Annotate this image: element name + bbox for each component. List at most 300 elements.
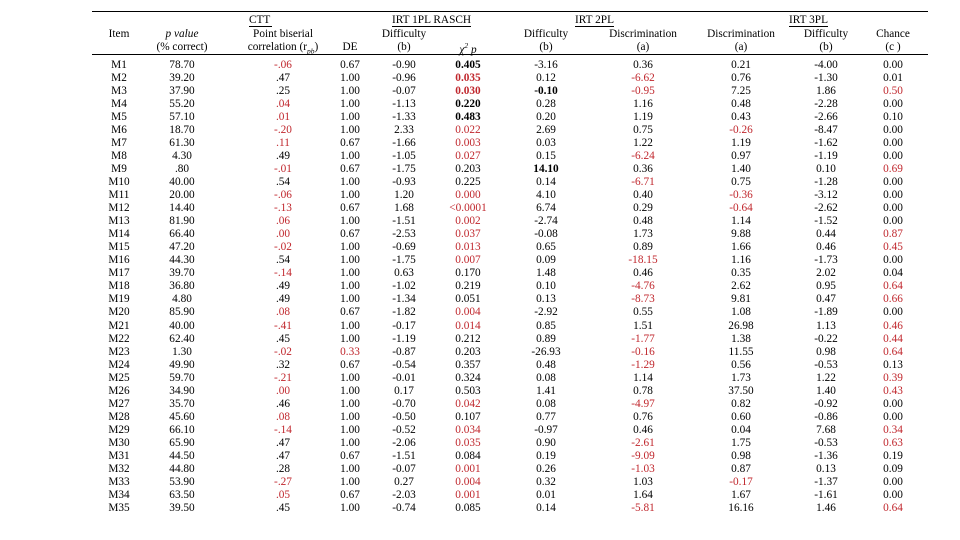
cell-2pl-difficulty: 0.03 [536, 136, 556, 149]
cell-rasch-difficulty: -0.96 [392, 71, 416, 84]
header-item: Item [108, 28, 130, 40]
cell-item: M18 [108, 280, 130, 293]
cell-rasch-difficulty: 2.33 [394, 123, 414, 136]
cell-3pl-difficulty: 0.95 [816, 280, 836, 293]
cell-item: M33 [108, 476, 130, 489]
cell-p-value: 18.70 [169, 123, 195, 136]
cell-3pl-difficulty: 1.46 [816, 502, 836, 515]
cell-3pl-difficulty: 0.46 [816, 241, 836, 254]
cell-chance: 0.66 [883, 293, 903, 306]
cell-rasch-difficulty: -0.52 [392, 423, 416, 436]
cell-3pl-difficulty: -8.47 [814, 123, 838, 136]
cell-de: 1.00 [340, 463, 360, 476]
cell-3pl-discrimination: 2.62 [731, 280, 751, 293]
cell-item: M10 [108, 175, 130, 188]
cell-chance: 0.63 [883, 436, 903, 449]
cell-point-biserial: .28 [275, 463, 291, 476]
cell-item: M16 [108, 254, 130, 267]
cell-2pl-discrimination: 1.03 [633, 476, 653, 489]
cell-chi-square-p: 0.035 [455, 436, 481, 449]
cell-chance: 0.19 [883, 450, 903, 462]
cell-2pl-discrimination: 0.76 [633, 410, 653, 423]
cell-de: 1.00 [340, 410, 360, 423]
cell-2pl-difficulty: 0.77 [536, 410, 556, 423]
cell-de: 1.00 [340, 97, 360, 110]
cell-rasch-difficulty: -0.74 [392, 502, 416, 515]
cell-2pl-discrimination: 0.29 [633, 202, 653, 215]
table-header-rule [92, 54, 928, 55]
cell-de: 1.00 [340, 267, 360, 280]
cell-p-value: 78.70 [169, 58, 195, 71]
cell-2pl-discrimination: -5.81 [631, 502, 655, 515]
cell-point-biserial: .49 [275, 293, 291, 306]
cell-chi-square-p: 0.030 [455, 84, 481, 97]
cell-de: 1.00 [340, 502, 360, 515]
cell-point-biserial: .04 [275, 97, 291, 110]
cell-rasch-difficulty: -0.93 [392, 175, 416, 188]
cell-2pl-difficulty: 0.08 [536, 397, 556, 410]
cell-p-value: 34.90 [169, 384, 195, 397]
header-2pl-discrimination: Discrimination [609, 28, 677, 40]
cell-chi-square-p: 0.225 [455, 175, 481, 188]
cell-3pl-discrimination: 1.40 [731, 162, 751, 175]
cell-item: M2 [111, 71, 127, 84]
cell-point-biserial: -.02 [274, 241, 292, 254]
cell-point-biserial: -.13 [274, 202, 292, 215]
cell-3pl-discrimination: 1.73 [731, 371, 751, 384]
cell-p-value: 45.60 [169, 410, 195, 423]
cell-3pl-difficulty: 2.02 [816, 267, 836, 280]
cell-chance: 0.00 [883, 58, 903, 71]
cell-item: M25 [108, 371, 130, 384]
cell-3pl-difficulty: -1.37 [814, 476, 838, 489]
cell-point-biserial: .47 [275, 436, 291, 449]
cell-2pl-discrimination: -1.77 [631, 332, 655, 345]
cell-3pl-difficulty: -4.00 [814, 58, 838, 71]
cell-rasch-difficulty: 1.68 [394, 202, 414, 215]
cell-item: M1 [111, 58, 127, 71]
cell-p-value: 62.40 [169, 332, 195, 345]
cell-2pl-discrimination: 0.36 [633, 162, 653, 175]
cell-2pl-discrimination: 1.73 [633, 228, 653, 241]
cell-3pl-difficulty: -2.62 [814, 202, 838, 215]
cell-p-value: 81.90 [169, 215, 195, 228]
cell-2pl-difficulty: 0.09 [536, 254, 556, 267]
header-chance-sub: (c ) [885, 41, 901, 53]
cell-chi-square-p: <0.0001 [449, 202, 487, 215]
cell-3pl-difficulty: -0.86 [814, 410, 838, 423]
cell-3pl-discrimination: 1.14 [731, 215, 751, 228]
cell-rasch-difficulty: -0.07 [392, 84, 416, 97]
cell-chance: 0.45 [883, 241, 903, 254]
cell-3pl-difficulty: -1.61 [814, 489, 838, 502]
cell-de: 0.67 [340, 136, 360, 149]
cell-2pl-difficulty: -3.16 [534, 58, 558, 71]
cell-p-value: 44.30 [169, 254, 195, 267]
cell-rasch-difficulty: -0.01 [392, 371, 416, 384]
cell-rasch-difficulty: -1.66 [392, 136, 416, 149]
cell-point-biserial: .08 [275, 306, 291, 319]
cell-2pl-difficulty: 0.14 [536, 175, 556, 188]
cell-point-biserial: .11 [276, 136, 290, 149]
cell-2pl-discrimination: -4.97 [631, 397, 655, 410]
cell-chance: 0.50 [883, 84, 903, 97]
cell-item: M26 [108, 384, 130, 397]
cell-point-biserial: .32 [275, 358, 291, 371]
cell-p-value: .80 [174, 162, 190, 175]
cell-de: 0.67 [340, 358, 360, 371]
cell-item: M14 [108, 228, 130, 241]
cell-rasch-difficulty: -0.90 [392, 58, 416, 71]
cell-chi-square-p: 0.084 [455, 450, 481, 462]
cell-p-value: 39.70 [169, 267, 195, 280]
header-point-biserial-sub: correlation $(r_{pb})$ [247, 41, 319, 56]
cell-2pl-discrimination: -0.16 [631, 345, 655, 358]
cell-2pl-discrimination: -9.09 [631, 450, 655, 462]
cell-3pl-discrimination: 0.76 [731, 71, 751, 84]
cell-chance: 0.46 [883, 319, 903, 332]
cell-3pl-discrimination: 9.81 [731, 293, 751, 306]
cell-2pl-discrimination: 1.51 [633, 319, 653, 332]
cell-2pl-discrimination: 0.46 [633, 423, 653, 436]
cell-3pl-discrimination: 1.08 [731, 306, 751, 319]
cell-de: 0.67 [340, 450, 360, 462]
cell-de: 1.00 [340, 371, 360, 384]
cell-2pl-difficulty: 0.20 [536, 110, 556, 123]
cell-3pl-discrimination: 0.56 [731, 358, 751, 371]
cell-point-biserial: .08 [275, 410, 291, 423]
cell-rasch-difficulty: -1.13 [392, 97, 416, 110]
cell-3pl-difficulty: -2.28 [814, 97, 838, 110]
cell-2pl-discrimination: -6.62 [631, 71, 655, 84]
cell-de: 1.00 [340, 319, 360, 332]
cell-item: M32 [108, 463, 130, 476]
table-top-rule [92, 11, 928, 12]
cell-de: 0.67 [340, 58, 360, 71]
cell-item: M27 [108, 397, 130, 410]
cell-item: M8 [111, 149, 127, 162]
header-chance: Chance [876, 28, 910, 40]
cell-3pl-discrimination: 0.75 [731, 175, 751, 188]
cell-rasch-difficulty: -1.51 [392, 215, 416, 228]
cell-2pl-discrimination: 0.40 [633, 189, 653, 201]
cell-point-biserial: .00 [275, 228, 291, 241]
cell-p-value: 14.40 [169, 202, 195, 215]
cell-rasch-difficulty: -0.69 [392, 241, 416, 254]
cell-3pl-discrimination: -0.64 [729, 202, 753, 215]
cell-2pl-difficulty: 0.01 [536, 489, 556, 502]
cell-chance: 0.00 [883, 306, 903, 319]
cell-point-biserial: .06 [275, 215, 291, 228]
cell-de: 0.33 [340, 345, 360, 358]
cell-chance: 0.00 [883, 410, 903, 423]
cell-chi-square-p: 0.483 [455, 110, 481, 123]
cell-3pl-difficulty: 0.10 [816, 162, 836, 175]
cell-point-biserial: .49 [275, 149, 291, 162]
cell-de: 1.00 [340, 332, 360, 345]
cell-3pl-discrimination: 0.43 [731, 110, 751, 123]
cell-chance: 0.13 [883, 358, 903, 371]
cell-2pl-discrimination: 0.75 [633, 123, 653, 136]
group-irt-1pl: IRT 1PL RASCH [392, 14, 472, 26]
cell-2pl-difficulty: 0.19 [536, 450, 556, 462]
cell-3pl-difficulty: -1.19 [814, 149, 838, 162]
cell-p-value: 57.10 [169, 110, 195, 123]
cell-2pl-difficulty: 14.10 [533, 162, 559, 175]
cell-point-biserial: -.27 [274, 476, 292, 489]
cell-p-value: 59.70 [169, 371, 195, 384]
cell-point-biserial: .45 [275, 332, 291, 345]
cell-3pl-difficulty: -1.73 [814, 254, 838, 267]
cell-chi-square-p: 0.220 [455, 97, 481, 110]
cell-3pl-difficulty: -1.30 [814, 71, 838, 84]
cell-p-value: 66.10 [169, 423, 195, 436]
cell-3pl-discrimination: 0.97 [731, 149, 751, 162]
header-3pl-discrimination-sub: (a) [734, 41, 748, 53]
cell-item: M29 [108, 423, 130, 436]
cell-chance: 0.01 [883, 71, 903, 84]
cell-p-value: 37.90 [169, 84, 195, 97]
group-irt-2pl: IRT 2PL [575, 14, 614, 26]
cell-rasch-difficulty: -0.70 [392, 397, 416, 410]
cell-chance: 0.64 [883, 280, 903, 293]
header-chi-square-p: $\chi^2$ p [459, 41, 477, 56]
cell-2pl-difficulty: 0.12 [536, 71, 556, 84]
cell-2pl-discrimination: -2.61 [631, 436, 655, 449]
header-1pl-difficulty-sub: (b) [397, 41, 411, 53]
cell-3pl-discrimination: 26.98 [728, 319, 754, 332]
cell-3pl-difficulty: 7.68 [816, 423, 836, 436]
cell-2pl-difficulty: 0.26 [536, 463, 556, 476]
cell-3pl-discrimination: 0.87 [731, 463, 751, 476]
cell-item: M7 [111, 136, 127, 149]
cell-chi-square-p: 0.219 [455, 280, 481, 293]
cell-2pl-difficulty: 0.14 [536, 502, 556, 515]
cell-de: 1.00 [340, 123, 360, 136]
cell-item: M35 [108, 502, 130, 515]
cell-3pl-discrimination: -0.26 [729, 123, 753, 136]
cell-2pl-difficulty: 0.48 [536, 358, 556, 371]
cell-chance: 0.00 [883, 175, 903, 188]
cell-3pl-difficulty: 1.40 [816, 384, 836, 397]
cell-3pl-discrimination: 1.75 [731, 436, 751, 449]
cell-3pl-discrimination: 0.04 [731, 423, 751, 436]
cell-chi-square-p: 0.212 [455, 332, 481, 345]
cell-3pl-difficulty: 1.22 [816, 371, 836, 384]
cell-2pl-difficulty: -0.10 [534, 84, 558, 97]
cell-chance: 0.00 [883, 189, 903, 201]
cell-rasch-difficulty: -0.07 [392, 463, 416, 476]
cell-chi-square-p: 0.004 [455, 306, 481, 319]
cell-3pl-difficulty: -3.12 [814, 189, 838, 201]
cell-2pl-difficulty: 0.08 [536, 371, 556, 384]
cell-3pl-discrimination: 37.50 [728, 384, 754, 397]
cell-rasch-difficulty: -1.51 [392, 450, 416, 462]
cell-3pl-discrimination: 1.19 [731, 136, 751, 149]
cell-p-value: 44.80 [169, 463, 195, 476]
cell-3pl-difficulty: -0.92 [814, 397, 838, 410]
cell-point-biserial: -.14 [274, 267, 292, 280]
cell-chance: 0.00 [883, 476, 903, 489]
cell-p-value: 4.80 [172, 293, 192, 306]
header-2pl-difficulty-sub: (b) [539, 41, 553, 53]
cell-item: M9 [111, 162, 127, 175]
cell-de: 1.00 [340, 397, 360, 410]
cell-de: 0.67 [340, 306, 360, 319]
cell-item: M17 [108, 267, 130, 280]
cell-point-biserial: .45 [275, 502, 291, 515]
cell-p-value: 44.50 [169, 450, 195, 462]
cell-point-biserial: .46 [275, 397, 291, 410]
cell-de: 1.00 [340, 110, 360, 123]
cell-item: M13 [108, 215, 130, 228]
cell-2pl-discrimination: -8.73 [631, 293, 655, 306]
cell-3pl-discrimination: 0.48 [731, 97, 751, 110]
cell-p-value: 35.70 [169, 397, 195, 410]
cell-3pl-difficulty: -0.22 [814, 332, 838, 345]
cell-de: 0.67 [340, 228, 360, 241]
cell-2pl-discrimination: -6.24 [631, 149, 655, 162]
cell-de: 1.00 [340, 215, 360, 228]
cell-3pl-discrimination: 1.38 [731, 332, 751, 345]
cell-chi-square-p: 0.000 [455, 189, 481, 201]
cell-3pl-difficulty: 1.86 [816, 84, 836, 97]
cell-chance: 0.43 [883, 384, 903, 397]
header-1pl-difficulty: Difficulty [381, 28, 427, 40]
cell-item: M11 [108, 189, 130, 201]
cell-2pl-discrimination: -6.71 [631, 175, 655, 188]
cell-2pl-discrimination: -0.95 [631, 84, 655, 97]
cell-2pl-difficulty: 4.10 [536, 189, 556, 201]
cell-chance: 0.64 [883, 502, 903, 515]
cell-point-biserial: -.41 [274, 319, 292, 332]
cell-rasch-difficulty: -0.54 [392, 358, 416, 371]
cell-chance: 0.10 [883, 110, 903, 123]
cell-2pl-difficulty: 1.48 [536, 267, 556, 280]
cell-2pl-discrimination: -18.15 [628, 254, 658, 267]
header-2pl-discrimination-sub: (a) [636, 41, 650, 53]
cell-chance: 0.00 [883, 136, 903, 149]
cell-rasch-difficulty: -1.75 [392, 162, 416, 175]
cell-point-biserial: -.20 [274, 123, 292, 136]
cell-rasch-difficulty: -1.02 [392, 280, 416, 293]
cell-3pl-difficulty: 0.47 [816, 293, 836, 306]
cell-2pl-discrimination: -1.29 [631, 358, 655, 371]
cell-chi-square-p: 0.022 [455, 123, 481, 136]
cell-p-value: 53.90 [169, 476, 195, 489]
cell-chance: 0.64 [883, 345, 903, 358]
cell-rasch-difficulty: -1.82 [392, 306, 416, 319]
group-ctt: CTT [249, 14, 271, 26]
cell-item: M3 [111, 84, 127, 97]
cell-de: 1.00 [340, 280, 360, 293]
cell-point-biserial: -.02 [274, 345, 292, 358]
header-3pl-discrimination: Discrimination [707, 28, 775, 40]
cell-de: 1.00 [340, 189, 360, 201]
cell-item: M15 [108, 241, 130, 254]
cell-rasch-difficulty: 0.17 [394, 384, 414, 397]
cell-chance: 0.39 [883, 371, 903, 384]
cell-chi-square-p: 0.001 [455, 489, 481, 502]
cell-item: M31 [108, 450, 130, 462]
cell-rasch-difficulty: 0.63 [394, 267, 414, 280]
cell-3pl-discrimination: -0.17 [729, 476, 753, 489]
cell-2pl-difficulty: -0.97 [534, 423, 558, 436]
cell-chi-square-p: 0.001 [455, 463, 481, 476]
cell-de: 1.00 [340, 241, 360, 254]
cell-chance: 0.00 [883, 489, 903, 502]
cell-de: 1.00 [340, 436, 360, 449]
cell-de: 0.67 [340, 202, 360, 215]
cell-2pl-discrimination: 1.22 [633, 136, 653, 149]
cell-item: M19 [108, 293, 130, 306]
cell-item: M12 [108, 202, 130, 215]
cell-item: M22 [108, 332, 130, 345]
cell-chance: 0.87 [883, 228, 903, 241]
cell-3pl-difficulty: 0.44 [816, 228, 836, 241]
cell-rasch-difficulty: -1.33 [392, 110, 416, 123]
cell-rasch-difficulty: -1.34 [392, 293, 416, 306]
cell-3pl-discrimination: 0.98 [731, 450, 751, 462]
cell-2pl-discrimination: -1.03 [631, 463, 655, 476]
cell-3pl-difficulty: -0.53 [814, 358, 838, 371]
cell-rasch-difficulty: -2.03 [392, 489, 416, 502]
cell-de: 1.00 [340, 423, 360, 436]
cell-chi-square-p: 0.170 [455, 267, 481, 280]
cell-de: 0.67 [340, 489, 360, 502]
cell-3pl-discrimination: 1.66 [731, 241, 751, 254]
cell-point-biserial: .47 [275, 450, 291, 462]
cell-de: 1.00 [340, 149, 360, 162]
cell-p-value: 66.40 [169, 228, 195, 241]
cell-p-value: 65.90 [169, 436, 195, 449]
cell-2pl-difficulty: 0.65 [536, 241, 556, 254]
cell-point-biserial: .49 [275, 280, 291, 293]
cell-rasch-difficulty: -2.06 [392, 436, 416, 449]
cell-de: 1.00 [340, 254, 360, 267]
cell-2pl-difficulty: -2.74 [534, 215, 558, 228]
cell-2pl-difficulty: 6.74 [536, 202, 556, 215]
cell-item: M5 [111, 110, 127, 123]
cell-3pl-difficulty: -1.62 [814, 136, 838, 149]
cell-chi-square-p: 0.107 [455, 410, 481, 423]
cell-chance: 0.00 [883, 149, 903, 162]
cell-3pl-discrimination: 0.82 [731, 397, 751, 410]
cell-2pl-difficulty: 2.69 [536, 123, 556, 136]
cell-chi-square-p: 0.002 [455, 215, 481, 228]
cell-de: 1.00 [340, 84, 360, 97]
cell-3pl-difficulty: 0.13 [816, 463, 836, 476]
cell-chance: 0.69 [883, 162, 903, 175]
cell-chi-square-p: 0.035 [455, 71, 481, 84]
cell-rasch-difficulty: -2.53 [392, 228, 416, 241]
cell-chi-square-p: 0.503 [455, 384, 481, 397]
cell-point-biserial: .54 [275, 175, 291, 188]
cell-2pl-difficulty: 0.85 [536, 319, 556, 332]
cell-p-value: 40.00 [169, 319, 195, 332]
cell-chi-square-p: 0.042 [455, 397, 481, 410]
header-point-biserial: Point biserial [253, 28, 313, 40]
cell-point-biserial: .05 [275, 489, 291, 502]
header-p-value-sub: (% correct) [156, 41, 208, 53]
header-2pl-difficulty: Difficulty [523, 28, 569, 40]
cell-2pl-discrimination: -4.76 [631, 280, 655, 293]
cell-3pl-difficulty: -1.89 [814, 306, 838, 319]
cell-de: 1.00 [340, 384, 360, 397]
cell-de: 1.00 [340, 476, 360, 489]
cell-point-biserial: .54 [275, 254, 291, 267]
cell-chi-square-p: 0.357 [455, 358, 481, 371]
